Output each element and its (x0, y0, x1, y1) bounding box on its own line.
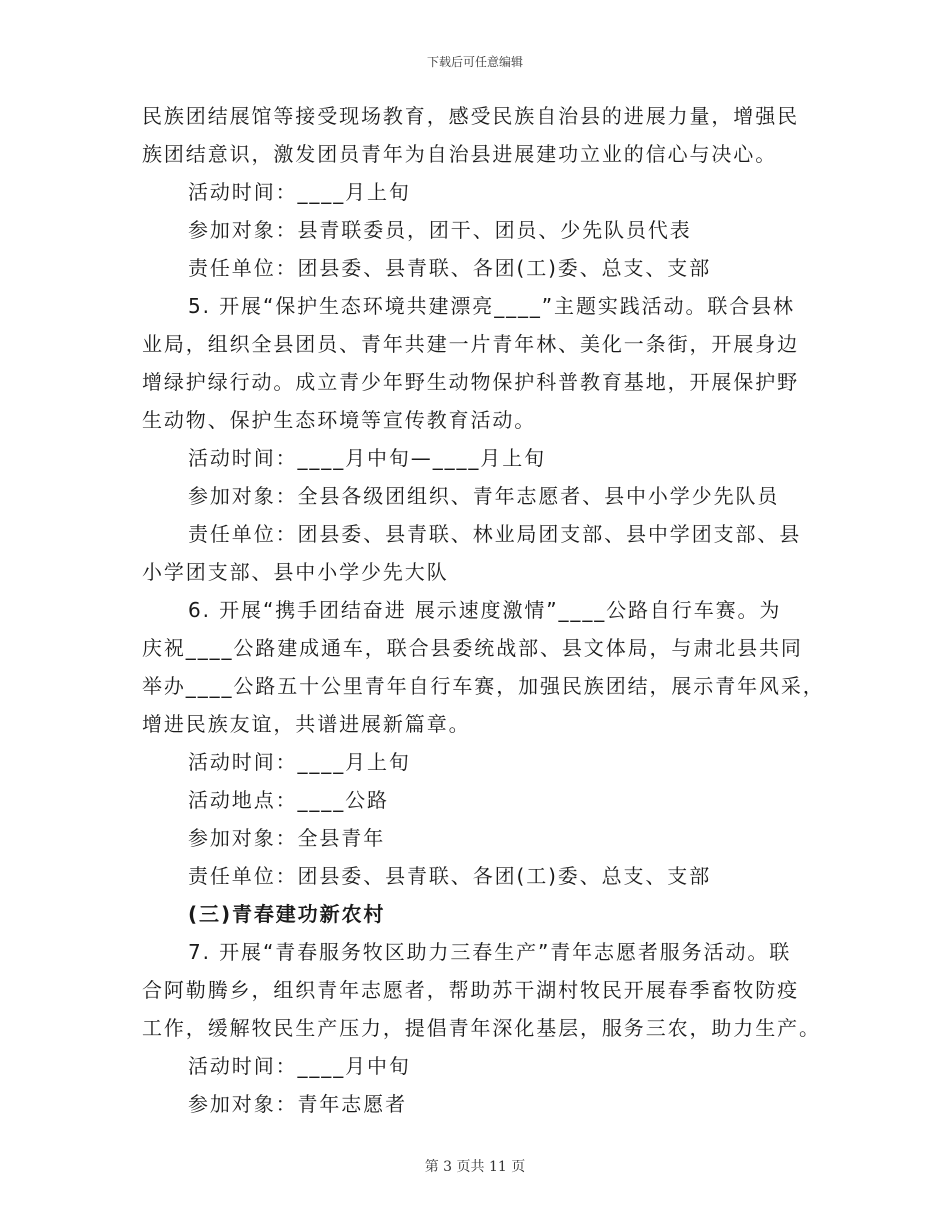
paragraph-line: 生动物、保护生态环境等宣传教育活动。 (142, 408, 537, 432)
document-body (142, 104, 825, 1132)
paragraph-line: 增绿护绿行动。成立青少年野生动物保护科普教育基地，开展保护野 (142, 370, 799, 394)
paragraph-line: 举办____公路五十公里青年自行车赛，加强民族团结，展示青年风采， (142, 674, 825, 698)
paragraph-line: 业局，组织全县团员、青年共建一片青年林、美化一条街，开展身边 (142, 332, 799, 356)
participants: 参加对象：全县各级团组织、青年志愿者、县中小学少先队员 (188, 484, 780, 508)
item-5-title: 5. 开展“保护生态环境共建漂亮____”主题实践活动。联合县林 (188, 294, 795, 318)
paragraph-line: 民族团结展馆等接受现场教育，感受民族自治县的进展力量，增强民 (142, 104, 799, 128)
paragraph-line: 庆祝____公路建成通车，联合县委统战部、县文体局，与肃北县共同 (142, 636, 803, 660)
item-6-title: 6. 开展“携手团结奋进 展示速度激情”____公路自行车赛。为 (188, 598, 782, 622)
activity-location: 活动地点：____公路 (188, 788, 389, 812)
responsible-unit: 责任单位：团县委、县青联、各团(工)委、总支、支部 (188, 256, 712, 280)
participants: 参加对象：青年志愿者 (188, 1092, 407, 1116)
item-7-title: 7. 开展“青春服务牧区助力三春生产”青年志愿者服务活动。联 (188, 940, 792, 964)
page-header: 下载后可任意编辑 (426, 55, 523, 69)
paragraph-line: 增进民族友谊，共谱进展新篇章。 (142, 712, 471, 736)
paragraph-line: 合阿勒腾乡，组织青年志愿者，帮助苏干湖村牧民开展春季畜牧防疫 (142, 978, 799, 1002)
activity-time: 活动时间：____月上旬 (188, 750, 411, 774)
responsible-unit: 责任单位：团县委、县青联、林业局团支部、县中学团支部、县 (188, 522, 802, 546)
section-heading: (三)青春建功新农村 (188, 902, 386, 926)
paragraph-line: 小学团支部、县中小学少先大队 (142, 560, 449, 584)
activity-time: 活动时间：____月上旬 (188, 180, 411, 204)
activity-time: 活动时间：____月中旬—____月上旬 (188, 446, 546, 470)
participants: 参加对象：县青联委员，团干、团员、少先队员代表 (188, 218, 692, 242)
activity-time: 活动时间：____月中旬 (188, 1054, 411, 1078)
page-footer: 第 3 页共 11 页 (424, 1159, 526, 1175)
paragraph-line: 族团结意识，激发团员青年为自治县进展建功立业的信心与决心。 (142, 142, 778, 166)
responsible-unit: 责任单位：团县委、县青联、各团(工)委、总支、支部 (188, 864, 712, 888)
paragraph-line: 工作，缓解牧民生产压力，提倡青年深化基层，服务三农，助力生产。 (142, 1016, 821, 1040)
participants: 参加对象：全县青年 (188, 826, 386, 850)
